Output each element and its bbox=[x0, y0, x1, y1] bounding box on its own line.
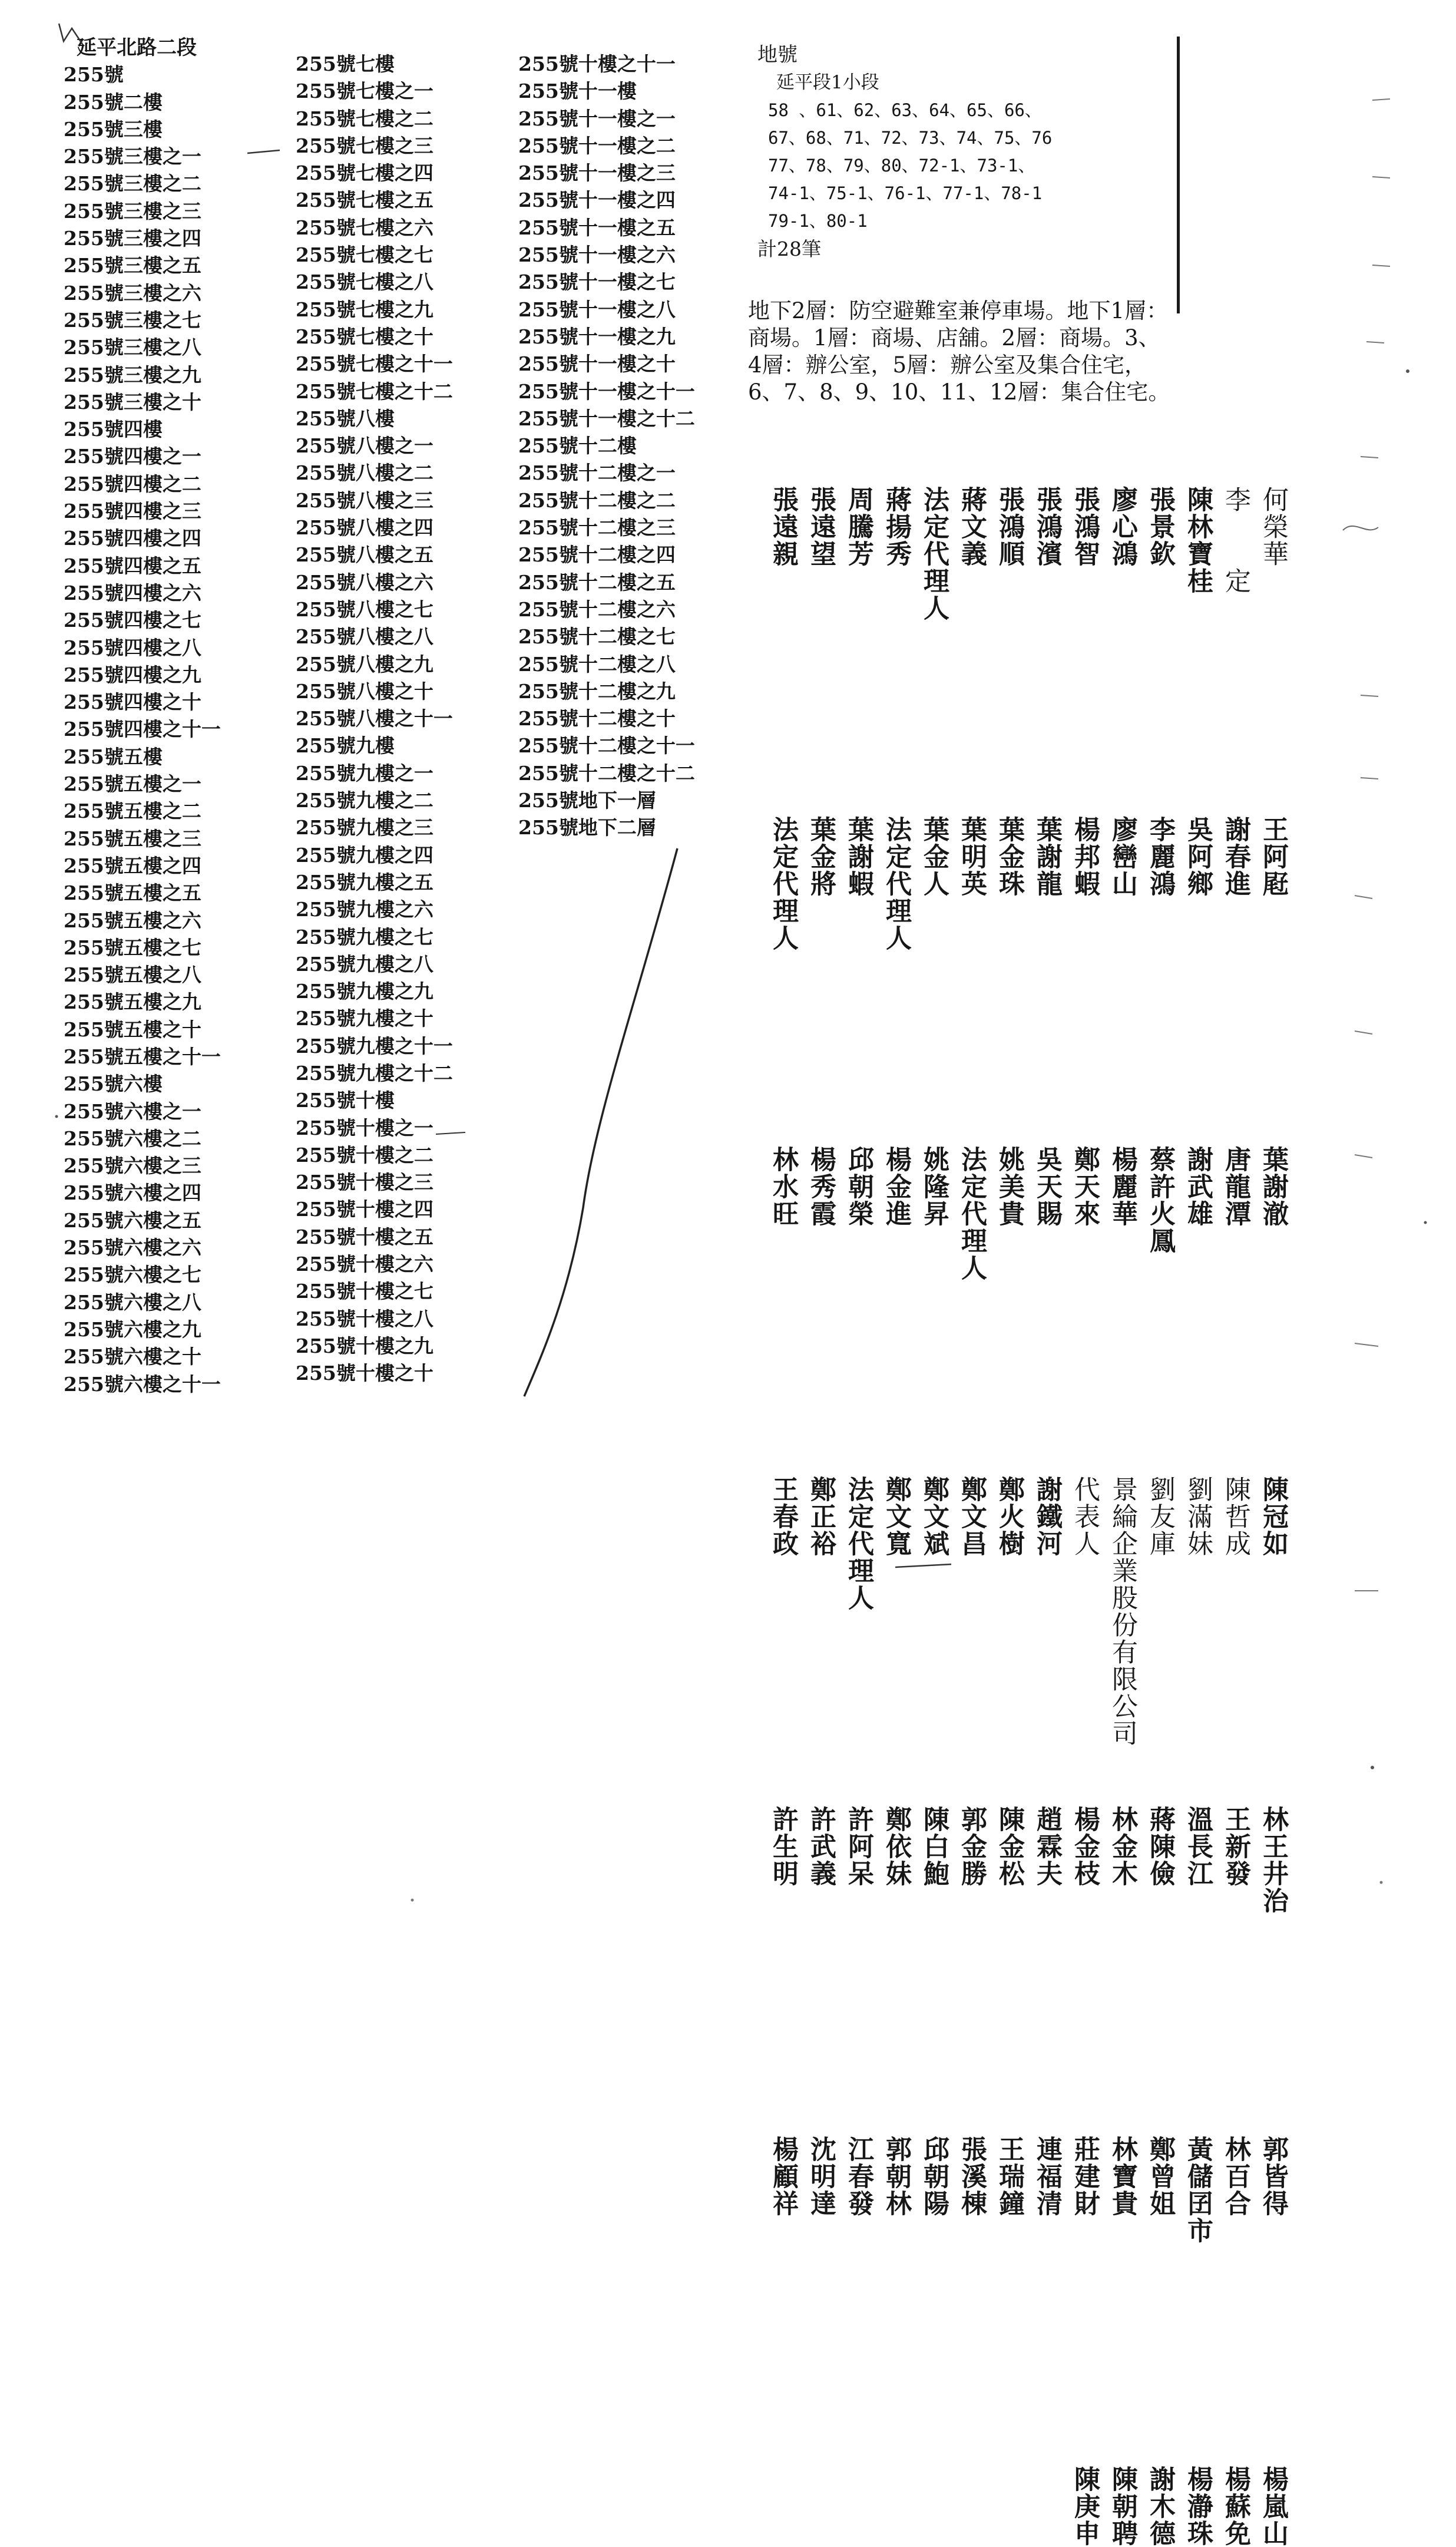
address-entry: 255號六樓之五 bbox=[64, 1208, 201, 1232]
address-entry: 255號九樓之八 bbox=[296, 952, 434, 976]
address-entry: 255號八樓之四 bbox=[296, 516, 434, 540]
owner-name-column: 邱朝榮 bbox=[843, 1146, 873, 1227]
address-entry: 255號七樓之十一 bbox=[296, 352, 453, 376]
owner-name-column: 廖心鴻 bbox=[1107, 486, 1137, 567]
owner-name-column: 葉明英 bbox=[957, 816, 987, 897]
owner-name-column: 陳金松 bbox=[994, 1806, 1024, 1887]
address-entry: 255號十樓之三 bbox=[296, 1171, 434, 1194]
address-entry: 255號六樓之三 bbox=[64, 1154, 201, 1178]
scratch-mark bbox=[1366, 342, 1384, 343]
speck bbox=[411, 1899, 414, 1902]
address-entry: 255號八樓之九 bbox=[296, 652, 434, 676]
speck bbox=[1424, 1221, 1427, 1224]
address-entry: 255號五樓之五 bbox=[64, 881, 201, 905]
address-list-column-1 bbox=[64, 34, 221, 1398]
address-entry: 255號九樓之十 bbox=[296, 1007, 434, 1030]
address-entry: 255號八樓之十一 bbox=[296, 707, 453, 731]
owner-name-column: 法定代理人 bbox=[957, 1146, 987, 1281]
address-entry: 255號十一樓之二 bbox=[518, 134, 676, 157]
address-entry: 255號九樓之五 bbox=[296, 870, 434, 894]
land-number-line: 79-1、80-1 bbox=[768, 211, 868, 231]
owner-name-column: 楊麗華 bbox=[1107, 1146, 1137, 1227]
owner-name-column: 林百合 bbox=[1220, 2136, 1250, 2217]
address-entry: 255號六樓之七 bbox=[64, 1263, 201, 1287]
address-entry: 255號七樓之八 bbox=[296, 270, 434, 294]
owner-name-column: 劉友庫 bbox=[1145, 1476, 1175, 1557]
address-entry: 255號十一樓之五 bbox=[518, 216, 676, 239]
owner-name-column: 謝武雄 bbox=[1183, 1146, 1213, 1227]
address-entry: 255號五樓之六 bbox=[64, 909, 201, 932]
owner-name-column: 周騰芳 bbox=[843, 486, 873, 567]
owner-name-column: 李麗鴻 bbox=[1145, 816, 1175, 897]
owner-name-column: 何榮華 bbox=[1258, 486, 1288, 567]
land-number-line: 58 、61、62、63、64、65、66、 bbox=[768, 100, 1042, 120]
owner-name-column: 法定代理人 bbox=[919, 486, 949, 622]
address-entry: 255號六樓之十 bbox=[64, 1345, 201, 1369]
address-entry: 255號四樓之九 bbox=[64, 663, 201, 686]
scratch-mark bbox=[1355, 896, 1372, 898]
land-number-line: 67、68、71、72、73、74、75、76 bbox=[768, 128, 1053, 148]
address-entry: 255號十二樓之九 bbox=[518, 679, 676, 703]
address-entry: 255號七樓之六 bbox=[296, 216, 434, 239]
address-entry: 255號五樓之二 bbox=[64, 800, 201, 823]
address-entry: 255號五樓之九 bbox=[64, 990, 201, 1014]
address-entry: 255號五樓之十 bbox=[64, 1018, 201, 1041]
address-entry: 255號六樓 bbox=[64, 1072, 163, 1096]
land-number-total: 計28筆 bbox=[757, 237, 821, 260]
speck bbox=[1380, 1881, 1383, 1884]
address-entry: 255號五樓之十一 bbox=[64, 1045, 221, 1068]
address-entry: 255號九樓之六 bbox=[296, 898, 434, 921]
owner-name-column: 葉謝蝦 bbox=[843, 816, 873, 897]
address-entry: 255號十樓之八 bbox=[296, 1307, 434, 1330]
owner-name-column: 姚隆昇 bbox=[919, 1146, 949, 1227]
owner-name-column: 黃儲囝市 bbox=[1183, 2136, 1213, 2244]
address-entry: 255號四樓之一 bbox=[64, 445, 201, 468]
owner-name-column: 葉金珠 bbox=[994, 816, 1024, 897]
address-entry: 255號十二樓之十二 bbox=[518, 761, 695, 785]
address-entry: 255號七樓之二 bbox=[296, 107, 434, 130]
scratch-mark bbox=[1361, 457, 1378, 458]
scratch-mark bbox=[1343, 526, 1378, 530]
scratch-mark bbox=[1361, 695, 1378, 696]
owner-name-column: 許生明 bbox=[768, 1806, 798, 1887]
owner-name-column: 法定代理人 bbox=[843, 1476, 873, 1611]
address-entry: 255號二樓 bbox=[64, 90, 163, 114]
address-entry: 255號八樓 bbox=[296, 407, 395, 430]
address-entry: 255號九樓之九 bbox=[296, 980, 434, 1003]
address-entry: 255號十二樓之二 bbox=[518, 488, 676, 512]
owner-name-column: 姚美貴 bbox=[994, 1146, 1024, 1227]
address-entry: 255號八樓之七 bbox=[296, 597, 434, 621]
address-entry: 255號三樓之九 bbox=[64, 363, 201, 386]
owner-name-column: 沈明達 bbox=[806, 2136, 836, 2217]
owner-name-column: 莊建財 bbox=[1070, 2136, 1100, 2217]
owner-name-column: 溫長江 bbox=[1183, 1806, 1213, 1887]
scratch-mark bbox=[1355, 1343, 1378, 1346]
address-entry: 255號三樓之三 bbox=[64, 199, 201, 223]
owner-name-column: 蔣揚秀 bbox=[881, 486, 911, 567]
address-entry: 255號四樓之十一 bbox=[64, 718, 221, 741]
address-entry: 255號六樓之四 bbox=[64, 1181, 201, 1205]
address-entry: 255號十一樓之六 bbox=[518, 243, 676, 267]
address-entry: 255號六樓之九 bbox=[64, 1317, 201, 1341]
speck bbox=[1371, 1766, 1374, 1769]
owner-name-column: 鄭文昌 bbox=[957, 1476, 987, 1557]
owner-name-column: 陳哲成 bbox=[1220, 1476, 1250, 1557]
owner-name-column: 葉謝龍 bbox=[1032, 816, 1062, 897]
owner-name-column: 廖巒山 bbox=[1107, 816, 1137, 897]
address-entry: 255號四樓之二 bbox=[64, 472, 201, 495]
land-number-line: 74-1、75-1、76-1、77-1、78-1 bbox=[768, 183, 1043, 203]
bracket-curve bbox=[524, 848, 677, 1396]
address-entry: 255號十二樓之六 bbox=[518, 597, 676, 621]
owner-name-column: 鄭火樹 bbox=[994, 1476, 1024, 1557]
owner-name-column: 林王井治 bbox=[1258, 1806, 1288, 1914]
address-entry: 255號十一樓之十 bbox=[518, 352, 676, 376]
address-entry: 255號七樓之三 bbox=[296, 134, 434, 157]
owner-name-column: 林水旺 bbox=[768, 1146, 798, 1227]
owner-name-column: 王新發 bbox=[1220, 1806, 1250, 1887]
address-entry: 255號七樓之七 bbox=[296, 243, 434, 267]
owner-name-column: 葉金將 bbox=[806, 816, 836, 897]
owner-name-column: 唐龍潭 bbox=[1220, 1146, 1250, 1227]
address-entry: 255號七樓之九 bbox=[296, 298, 434, 321]
address-list-column-3 bbox=[518, 51, 695, 842]
owner-name-column: 林金木 bbox=[1107, 1806, 1137, 1887]
owner-name-column: 鄭曾姐 bbox=[1145, 2136, 1175, 2217]
address-entry: 255號十樓之五 bbox=[296, 1225, 434, 1248]
owner-name-column: 楊瀞珠 bbox=[1183, 2466, 1213, 2547]
owner-name-column: 王春政 bbox=[768, 1476, 798, 1557]
address-entry: 255號六樓之十一 bbox=[64, 1372, 221, 1396]
owner-names-block bbox=[737, 486, 1288, 2547]
address-entry: 255號十二樓之五 bbox=[518, 570, 676, 594]
owner-name-column: 楊金枝 bbox=[1070, 1806, 1100, 1887]
owner-name-column: 蔡許火鳳 bbox=[1145, 1146, 1175, 1254]
address-list-column-2 bbox=[296, 51, 453, 1388]
owner-name-column: 鄭文寬 bbox=[881, 1476, 911, 1557]
owner-name-column: 郭朝林 bbox=[881, 2136, 911, 2217]
floor-use-text: 地下2層：防空避難室兼停車場。地下1層：商場。1層：商場、店舖。2層：商場。3、4層：辦公室，5層：辦公室及集合住宅，6、7、8、9、10、11、12層：集合住宅。 bbox=[748, 298, 1170, 405]
address-entry: 255號三樓 bbox=[64, 117, 163, 141]
owner-name-column: 張鴻順 bbox=[994, 486, 1024, 567]
owner-name-column: 許阿呆 bbox=[843, 1806, 873, 1887]
address-entry: 255號十一樓 bbox=[518, 80, 637, 103]
owner-name-column: 景綸企業股份有限公司 bbox=[1107, 1476, 1137, 1747]
address-entry: 255號十二樓之一 bbox=[518, 461, 676, 485]
address-entry: 255號九樓之十一 bbox=[296, 1034, 453, 1058]
address-entry: 255號五樓之三 bbox=[64, 827, 201, 850]
address-entry: 255號九樓之二 bbox=[296, 789, 434, 812]
address-entry: 255號四樓之六 bbox=[64, 581, 201, 604]
owner-name-column: 趙霖夫 bbox=[1032, 1806, 1062, 1887]
floor-use-description bbox=[748, 298, 1172, 406]
address-entry: 255號十二樓之七 bbox=[518, 625, 676, 649]
address-entry: 255號十一樓之九 bbox=[518, 325, 676, 348]
address-entry: 255號八樓之五 bbox=[296, 543, 434, 567]
address-entry: 255號六樓之六 bbox=[64, 1236, 201, 1260]
scratch-mark bbox=[1355, 1031, 1372, 1034]
address-entry: 255號十樓之七 bbox=[296, 1280, 434, 1303]
address-entry: 255號地下二層 bbox=[518, 816, 656, 840]
owner-name-column: 陳白鮑 bbox=[919, 1806, 949, 1887]
owner-name-column: 劉滿妹 bbox=[1183, 1476, 1213, 1557]
address-entry: 255號五樓 bbox=[64, 745, 163, 768]
address-entry: 255號三樓之六 bbox=[64, 281, 201, 305]
address-entry: 255號十一樓之十二 bbox=[518, 407, 695, 430]
address-entry: 255號四樓之三 bbox=[64, 500, 201, 523]
address-entry: 255號七樓之四 bbox=[296, 161, 434, 185]
address-entry: 255號八樓之八 bbox=[296, 625, 434, 649]
address-entry: 255號十一樓之八 bbox=[518, 298, 676, 321]
scratch-mark bbox=[1372, 177, 1390, 178]
address-entry: 255號三樓之一 bbox=[64, 145, 201, 169]
address-entry: 255號十二樓之十 bbox=[518, 707, 676, 731]
address-entry: 255號十樓之六 bbox=[296, 1253, 434, 1276]
owner-name-column: 張遠望 bbox=[806, 486, 836, 567]
owner-name-column: 吳天賜 bbox=[1032, 1146, 1062, 1227]
owner-name-column: 張景欽 bbox=[1145, 486, 1175, 567]
owner-name-column: 江春發 bbox=[843, 2136, 873, 2217]
address-entry: 255號十一樓之三 bbox=[518, 161, 676, 185]
owner-name-column: 陳庚申 bbox=[1070, 2466, 1100, 2547]
owner-name-column: 謝春進 bbox=[1220, 816, 1250, 897]
address-entry: 255號八樓之一 bbox=[296, 434, 434, 458]
owner-name-column: 連福清 bbox=[1032, 2136, 1062, 2217]
address-entry: 255號四樓之八 bbox=[64, 636, 201, 659]
address-entry: 255號四樓之七 bbox=[64, 609, 201, 632]
address-entry: 255號九樓 bbox=[296, 734, 395, 758]
owner-name-column: 陳林寶桂 bbox=[1183, 486, 1213, 594]
owner-name-column: 郭金勝 bbox=[957, 1806, 987, 1887]
scratch-mark bbox=[247, 150, 280, 153]
owner-name-column: 張鴻智 bbox=[1070, 486, 1100, 567]
owner-name-column: 葉謝澈 bbox=[1258, 1146, 1288, 1227]
land-number-title: 地號 bbox=[757, 43, 798, 67]
address-entry: 255號九樓之四 bbox=[296, 843, 434, 867]
owner-name-column: 許武義 bbox=[806, 1806, 836, 1887]
land-number-block bbox=[757, 41, 1052, 263]
address-entry: 255號十二樓之三 bbox=[518, 516, 676, 540]
address-entry: 255號七樓之五 bbox=[296, 189, 434, 212]
owner-name-column: 楊邦蝦 bbox=[1070, 816, 1100, 897]
owner-name-column: 楊秀霞 bbox=[806, 1146, 836, 1227]
scratch-mark bbox=[1361, 778, 1378, 779]
address-entry: 延平北路二段 bbox=[77, 36, 197, 60]
owner-name-column: 鄭依妹 bbox=[881, 1806, 911, 1887]
scratch-mark bbox=[1372, 99, 1390, 100]
address-entry: 255號十一樓之七 bbox=[518, 270, 676, 294]
address-entry: 255號十樓之九 bbox=[296, 1334, 434, 1357]
owner-name-column: 鄭文斌 bbox=[919, 1476, 949, 1557]
address-entry: 255號五樓之四 bbox=[64, 854, 201, 877]
address-entry: 255號三樓之五 bbox=[64, 254, 201, 278]
address-entry: 255號八樓之十 bbox=[296, 679, 434, 703]
address-entry: 255號十一樓之一 bbox=[518, 107, 676, 130]
owner-name-column: 張鴻濱 bbox=[1032, 486, 1062, 567]
owner-name-column: 法定代理人 bbox=[881, 816, 911, 952]
owner-name-column: 王瑞鐘 bbox=[994, 2136, 1024, 2217]
address-entry: 255號七樓之十二 bbox=[296, 379, 453, 403]
address-entry: 255號十樓之十 bbox=[296, 1362, 434, 1385]
address-entry: 255號九樓之七 bbox=[296, 925, 434, 949]
margin-bar bbox=[1177, 37, 1180, 313]
address-entry: 255號十二樓之十一 bbox=[518, 734, 695, 758]
land-section-name: 延平段1小段 bbox=[776, 72, 879, 93]
speck bbox=[1406, 369, 1409, 373]
address-entry: 255號五樓之八 bbox=[64, 963, 201, 987]
owner-name-column: 陳冠如 bbox=[1258, 1476, 1288, 1557]
address-entry: 255號十一樓之十一 bbox=[518, 379, 695, 403]
address-entry: 255號十二樓 bbox=[518, 434, 637, 458]
owner-name-column: 張遠親 bbox=[768, 486, 798, 567]
address-entry: 255號六樓之一 bbox=[64, 1099, 201, 1123]
address-entry: 255號三樓之四 bbox=[64, 227, 201, 250]
address-entry: 255號八樓之二 bbox=[296, 461, 434, 485]
address-entry: 255號六樓之八 bbox=[64, 1290, 201, 1314]
address-entry: 255號十二樓之四 bbox=[518, 543, 676, 567]
owner-name-column: 張溪棟 bbox=[957, 2136, 987, 2217]
address-entry: 255號十樓之十一 bbox=[518, 52, 676, 75]
owner-name-column: 楊金進 bbox=[881, 1146, 911, 1227]
owner-name-column: 吳阿鄉 bbox=[1183, 816, 1213, 897]
owner-name-column: 謝鐵河 bbox=[1032, 1476, 1062, 1557]
owner-name-column: 鄭正裕 bbox=[806, 1476, 836, 1557]
owner-name-column: 謝木德 bbox=[1145, 2466, 1175, 2547]
address-entry: 255號七樓之十 bbox=[296, 325, 434, 348]
address-entry: 255號十樓之一 bbox=[296, 1116, 434, 1139]
scratch-mark bbox=[1372, 265, 1390, 266]
address-entry: 255號六樓之二 bbox=[64, 1127, 201, 1150]
address-entry: 255號四樓之五 bbox=[64, 554, 201, 577]
address-entry: 255號十樓之四 bbox=[296, 1198, 434, 1221]
owner-name-column: 鄭天來 bbox=[1070, 1146, 1100, 1227]
speck bbox=[55, 1115, 58, 1118]
owner-name-column: 楊蘇免 bbox=[1220, 2466, 1250, 2547]
land-number-line: 77、78、79、80、72-1、73-1、 bbox=[768, 156, 1035, 176]
address-entry: 255號 bbox=[64, 63, 124, 87]
owner-name-column: 法定代理人 bbox=[768, 816, 798, 952]
owner-name-column: 蔣文義 bbox=[957, 486, 987, 567]
address-entry: 255號四樓之十 bbox=[64, 691, 201, 714]
address-entry: 255號九樓之三 bbox=[296, 816, 434, 840]
owner-name-column: 葉金人 bbox=[919, 816, 949, 897]
address-entry: 255號五樓之一 bbox=[64, 772, 201, 796]
address-entry: 255號八樓之六 bbox=[296, 570, 434, 594]
address-entry: 255號七樓之一 bbox=[296, 80, 434, 103]
address-entry: 255號九樓之一 bbox=[296, 761, 434, 785]
address-entry: 255號八樓之三 bbox=[296, 488, 434, 512]
address-entry: 255號三樓之七 bbox=[64, 308, 201, 332]
owner-name-column: 楊顧祥 bbox=[768, 2136, 798, 2217]
address-entry: 255號四樓 bbox=[64, 418, 163, 441]
address-entry: 255號十樓之二 bbox=[296, 1143, 434, 1167]
address-entry: 255號三樓之八 bbox=[64, 336, 201, 359]
address-entry: 255號十二樓之八 bbox=[518, 652, 676, 676]
address-entry: 255號三樓之十 bbox=[64, 390, 201, 414]
address-entry: 255號地下一層 bbox=[518, 789, 656, 812]
address-entry: 255號九樓之十二 bbox=[296, 1061, 453, 1085]
address-entry: 255號三樓之二 bbox=[64, 172, 201, 196]
owner-name-column: 邱朝陽 bbox=[919, 2136, 949, 2217]
owner-name-column: 王阿屘 bbox=[1258, 816, 1288, 897]
address-entry: 255號十一樓之四 bbox=[518, 189, 676, 212]
owner-name-column: 林寶貴 bbox=[1107, 2136, 1137, 2217]
address-entry: 255號十樓 bbox=[296, 1089, 395, 1112]
address-entry: 255號四樓之四 bbox=[64, 527, 201, 550]
owner-name-column: 陳朝聘 bbox=[1107, 2466, 1137, 2547]
owner-name-column: 代表人 bbox=[1070, 1476, 1100, 1557]
scratch-mark bbox=[1355, 1155, 1372, 1158]
owner-name-column: 李 定 bbox=[1220, 486, 1250, 594]
address-entry: 255號七樓 bbox=[296, 52, 395, 75]
owner-name-column: 楊嵐山 bbox=[1258, 2466, 1288, 2547]
address-entry: 255號五樓之七 bbox=[64, 936, 201, 959]
owner-name-column: 郭皆得 bbox=[1258, 2136, 1288, 2217]
owner-name-column: 蔣陳儉 bbox=[1145, 1806, 1175, 1887]
